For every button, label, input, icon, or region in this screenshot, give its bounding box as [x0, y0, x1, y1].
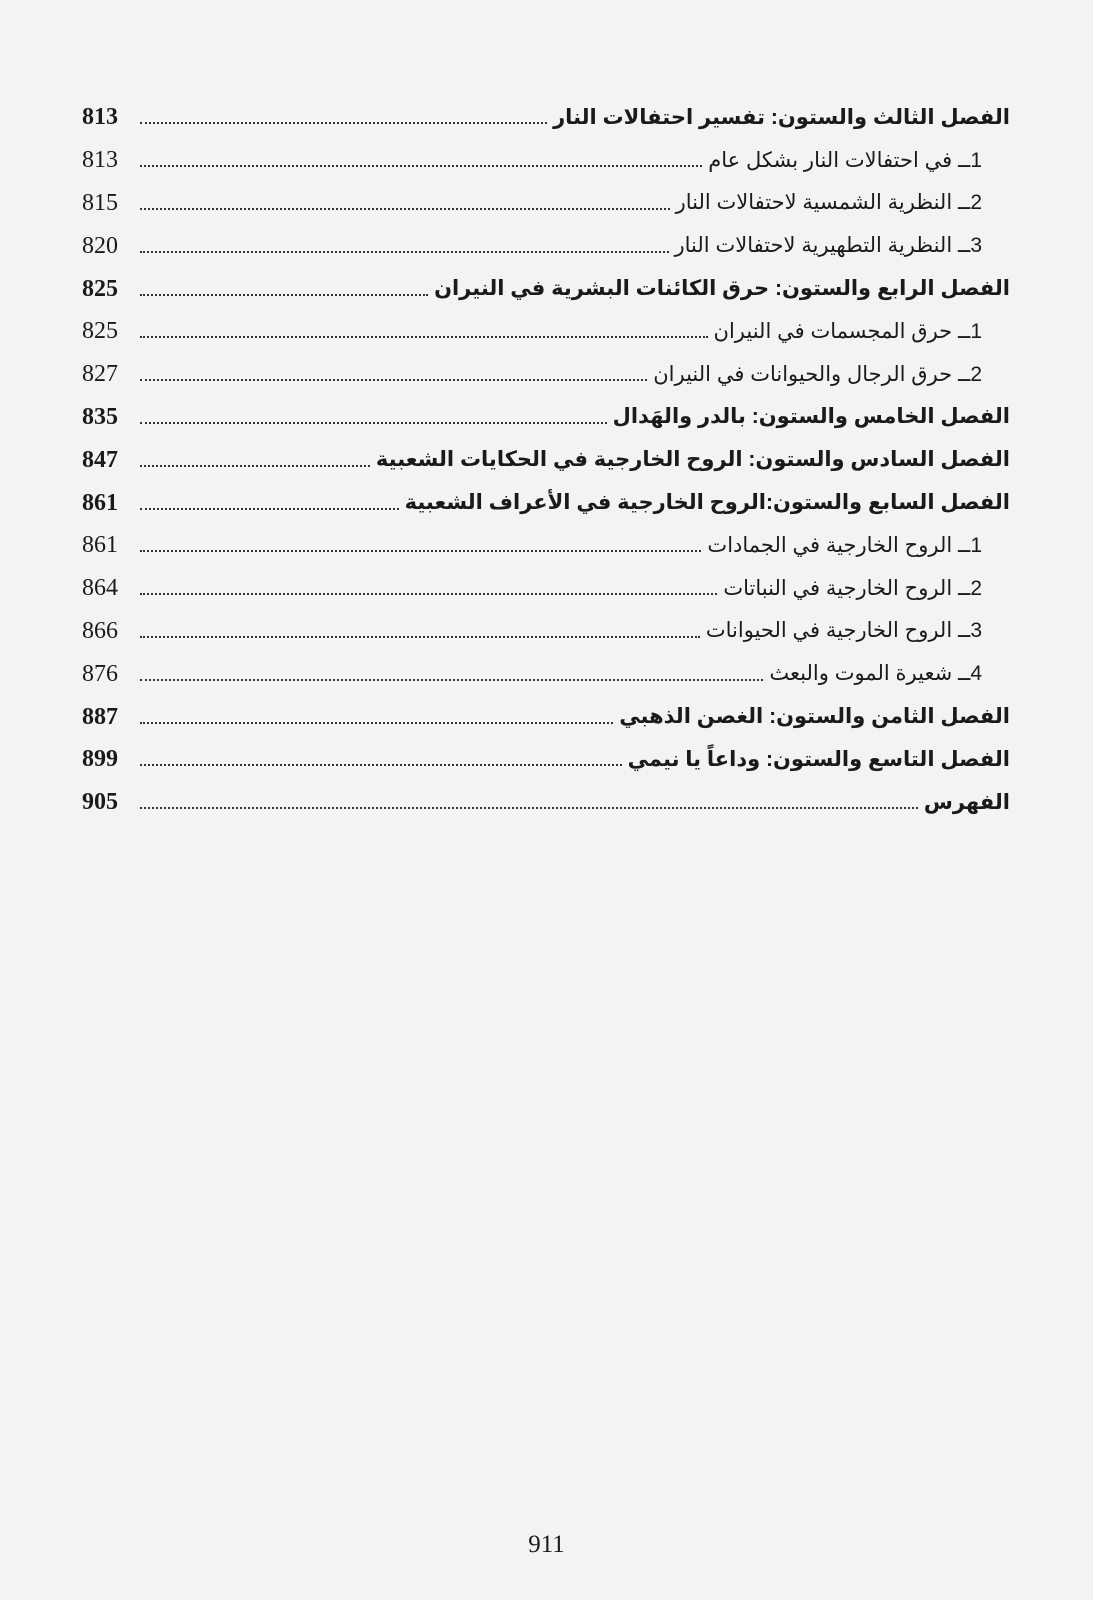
page-number: 911 [528, 1531, 565, 1558]
toc-entry-page: 887 [82, 703, 118, 730]
toc-entry-page: 899 [82, 746, 118, 773]
dot-leader [140, 379, 647, 381]
toc-entry-title: 3ــ الروح الخارجية في الحيوانات [705, 619, 982, 643]
toc-entry-title: 4ــ شعيرة الموت والبعث [769, 662, 982, 686]
toc-chapter-64 [82, 267, 1010, 310]
dot-leader [140, 122, 547, 124]
toc-entry-page: 905 [82, 789, 118, 816]
toc-entry-page: 813 [82, 104, 118, 131]
toc-entry-title: 1ــ حرق المجسمات في النيران [713, 319, 982, 343]
dot-leader [140, 208, 670, 210]
toc-entry-title: الفصل السابع والستون:الروح الخارجية في الأعراف الشعبية [404, 491, 1010, 515]
toc-entry-page: 835 [82, 403, 118, 430]
toc-chapter-69 [82, 738, 1010, 781]
dot-leader [140, 593, 717, 595]
dot-leader [140, 722, 613, 724]
toc-section [82, 139, 1010, 182]
toc-section [82, 224, 1010, 267]
toc-entry-page: 827 [82, 361, 118, 388]
dot-leader [140, 336, 708, 338]
toc-entry-title: الفصل السادس والستون: الروح الخارجية في الحكايات الشعبية [375, 448, 1010, 472]
dot-leader [140, 679, 763, 681]
dot-leader [140, 294, 428, 296]
toc-entry-title: 3ــ النظرية التطهيرية لاحتفالات النار [674, 234, 982, 258]
toc-section [82, 652, 1010, 695]
dot-leader [140, 465, 370, 467]
toc-entry-title: 1ــ في احتفالات النار بشكل عام [708, 148, 982, 172]
toc-entry-page: 820 [82, 232, 118, 259]
toc-entry-page: 825 [82, 275, 118, 302]
dot-leader [140, 165, 702, 167]
toc-entry-page: 847 [82, 446, 118, 473]
toc-entry-page: 815 [82, 189, 118, 216]
toc-entry-page: 861 [82, 532, 118, 559]
toc-section [82, 524, 1010, 567]
toc-chapter-68 [82, 695, 1010, 738]
toc-chapter-67 [82, 481, 1010, 524]
toc-entry-title: 2ــ الروح الخارجية في النباتات [723, 576, 982, 600]
table-of-contents [82, 96, 1010, 824]
toc-entry-page: 813 [82, 147, 118, 174]
toc-section [82, 353, 1010, 396]
toc-entry-title: الفصل الرابع والستون: حرق الكائنات البشرية في النيران [434, 277, 1010, 301]
toc-entry-title: 2ــ حرق الرجال والحيوانات في النيران [653, 362, 982, 386]
dot-leader [140, 807, 918, 809]
toc-entry-page: 864 [82, 575, 118, 602]
dot-leader [140, 636, 700, 638]
toc-section [82, 182, 1010, 225]
toc-section [82, 310, 1010, 353]
toc-entry-title: الفصل التاسع والستون: وداعاً يا نيمي [627, 747, 1010, 771]
toc-entry-title: 2ــ النظرية الشمسية لاحتفالات النار [675, 191, 982, 215]
toc-chapter-66 [82, 438, 1010, 481]
toc-entry-title: الفصل الخامس والستون: بالدر والهَدال [612, 405, 1010, 429]
dot-leader [140, 764, 622, 766]
dot-leader [140, 251, 669, 253]
toc-entry-title: الفهرس [923, 790, 1010, 814]
toc-chapter-63 [82, 96, 1010, 139]
dot-leader [140, 550, 701, 552]
toc-entry-title: الفصل الثامن والستون: الغصن الذهبي [619, 705, 1010, 729]
dot-leader [140, 422, 607, 424]
toc-section [82, 567, 1010, 610]
toc-entry-title: 1ــ الروح الخارجية في الجمادات [707, 533, 982, 557]
toc-entry-page: 866 [82, 617, 118, 644]
toc-entry-page: 825 [82, 318, 118, 345]
dot-leader [140, 508, 399, 510]
toc-entry-page: 861 [82, 489, 118, 516]
toc-index-entry [82, 781, 1010, 824]
toc-entry-title: الفصل الثالث والستون: تفسير احتفالات النار [553, 105, 1010, 129]
toc-section [82, 610, 1010, 653]
toc-chapter-65 [82, 396, 1010, 439]
toc-entry-page: 876 [82, 660, 118, 687]
